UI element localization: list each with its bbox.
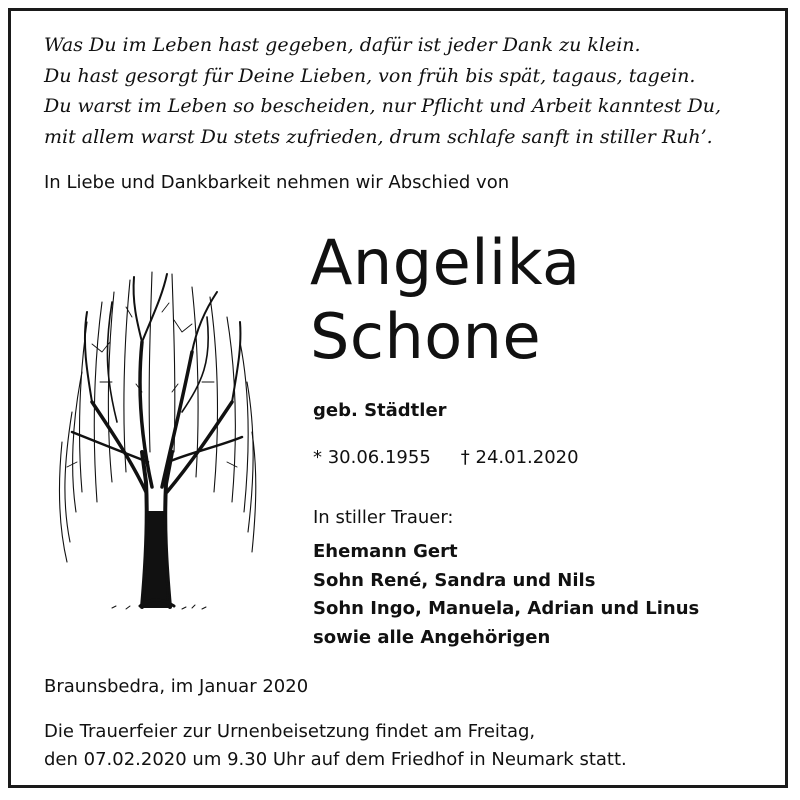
weeping-willow-tree-icon (42, 262, 262, 618)
mourner: Ehemann Gert (313, 541, 458, 562)
mourner: sowie alle Angehörigen (313, 626, 551, 648)
poem-line: Du hast gesorgt für Deine Lieben, von früh bis spät, tagaus, tagein. (44, 64, 696, 87)
death-date: † 24.01.2020 (460, 447, 579, 468)
first-name: Angelika (310, 226, 581, 299)
mourning-label: In stiller Trauer: (313, 507, 454, 528)
ceremony-line: Die Trauerfeier zur Urnenbeisetzung findet am Freitag, (44, 721, 536, 742)
ceremony-line: den 07.02.2020 um 9.30 Uhr auf dem Friedhof in Neumark statt. (44, 749, 627, 770)
poem-line: Was Du im Leben hast gegeben, dafür ist jeder Dank zu klein. (44, 34, 641, 56)
mourners-list (313, 538, 699, 652)
birth-name: geb. Städtler (313, 400, 447, 421)
poem (44, 30, 774, 152)
life-dates (313, 447, 579, 468)
poem-line: Du warst im Leben so bescheiden, nur Pflicht und Arbeit kanntest Du, (44, 95, 722, 117)
last-name: Schone (310, 300, 542, 373)
mourner: Sohn Ingo, Manuela, Adrian und Linus (313, 598, 700, 619)
poem-line: mit allem warst Du stets zufrieden, drum schlafe sanft in stiller Ruh’. (44, 125, 713, 148)
birth-date: * 30.06.1955 (313, 447, 431, 468)
ceremony-notice (44, 718, 627, 774)
farewell-intro: In Liebe und Dankbarkeit nehmen wir Abschied von (44, 172, 510, 193)
deceased-name (310, 226, 580, 374)
mourner: Sohn René, Sandra und Nils (313, 569, 596, 591)
place-and-date: Braunsbedra, im Januar 2020 (44, 676, 309, 697)
